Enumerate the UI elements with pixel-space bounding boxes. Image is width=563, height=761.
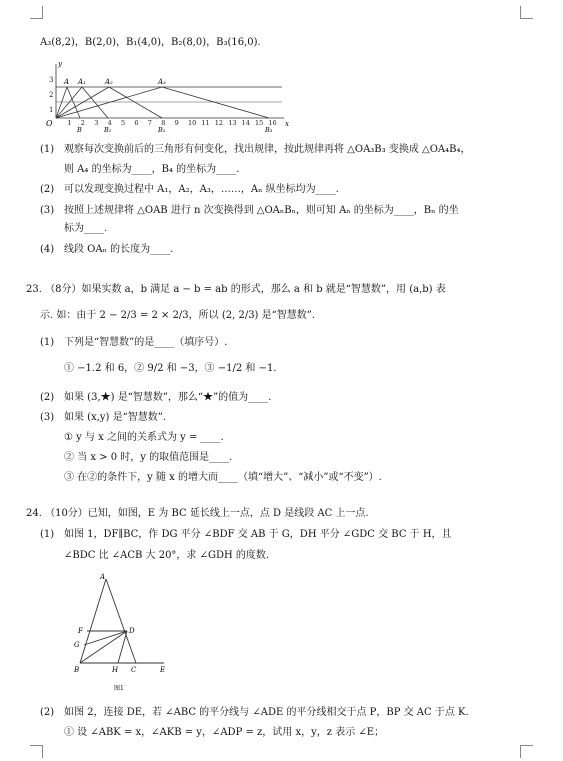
x-tick-label: 4 xyxy=(107,119,112,127)
q23-intro-line-1: 23. （8分）如果实数 a，b 满足 a − b = ab 的形式，那么 a 和 b 就是“智慧数”，用 (a,b) 表 xyxy=(26,284,446,295)
x-tick-label: 16 xyxy=(268,119,277,127)
x-tick-label: 14 xyxy=(241,119,250,127)
q22-item-3-number: (3) xyxy=(40,205,55,216)
y-tick-label: 1 xyxy=(49,106,54,114)
q24-part-2-line-1: 如图 2，连接 DE，若 ∠ABC 的平分线与 ∠ADE 的平分线相交于点 P，BP 交 AC 于点 K. xyxy=(64,707,469,718)
q22-item-3-line-2: 标为____. xyxy=(64,223,108,234)
q24-figure-1 xyxy=(70,573,180,693)
point-e-label: E xyxy=(160,666,166,674)
q22-item-1-line-2: 则 A₄ 的坐标为____，B₄ 的坐标为____. xyxy=(64,164,240,175)
x-axis-label: x xyxy=(285,120,289,128)
point-b2-label: B₂ xyxy=(158,126,166,132)
x-tick-label: 12 xyxy=(214,119,224,127)
q23-item-2-number: (2) xyxy=(40,392,55,403)
x-tick-label: 8 xyxy=(161,119,166,127)
q23-item-3-number: (3) xyxy=(40,412,55,423)
q23-item-2-text: 如果 (3,★) 是“智慧数”，那么“★”的值为____. xyxy=(64,392,272,403)
q22-points-line: A₃(8,2)，B(2,0)，B₁(4,0)，B₂(8,0)，B₃(16,0). xyxy=(40,37,261,48)
q24-part-1-number: (1) xyxy=(40,529,55,540)
point-d-label: D xyxy=(129,627,135,635)
vertex-a-label: A xyxy=(100,573,106,581)
q23-intro-line-2: 示. 如：由于 2 − 2/3 = 2 × 2/3，所以 (2, 2/3) 是“智慧数”. xyxy=(40,310,316,321)
q23-item-3-sub-2: ② 当 x > 0 时，y 的取值范围是____. xyxy=(64,452,233,463)
q22-item-1-line-1: 观察每次变换前后的三角形有何变化，找出规律，按此规律再将 △OA₃B₃ 变换成 △OA₄B₄， xyxy=(64,144,471,155)
corner-mark-bottom-right xyxy=(520,745,533,758)
x-tick-label: 11 xyxy=(201,119,210,127)
corner-mark-bottom-left xyxy=(30,745,43,758)
vertex-c-label: C xyxy=(131,666,137,674)
q24-part-2-line-2: ① 设 ∠ABK = x，∠AKB = y，∠ADP = z，试用 x，y，z 表示 ∠E； xyxy=(64,727,385,738)
vertex-b-label: B xyxy=(74,666,80,674)
point-f-label: F xyxy=(78,627,83,635)
x-tick-label: 15 xyxy=(255,119,264,127)
q24-intro: 24. （10分）已知，如图，E 为 BC 延长线上一点，点 D 是线段 AC 上一点. xyxy=(26,508,369,519)
x-tick-label: 7 xyxy=(147,119,152,127)
q22-item-1-number: (1) xyxy=(40,144,55,155)
q23-item-3-sub-3: ③ 在②的条件下，y 随 x 的增大而____（填“增大”、“减小”或“不变”）. xyxy=(64,472,382,483)
q22-item-3-line-1: 按照上述规律将 △OAB 进行 n 次变换得到 △OAₙBₙ，则可知 Aₙ 的坐标为____，Bₙ 的坐 xyxy=(64,205,459,216)
q22-coordinate-figure xyxy=(44,60,294,132)
q22-item-2-line-1: 可以发现变换过程中 A₁，A₂，A₃，……，Aₙ 纵坐标均为____. xyxy=(64,184,339,195)
q23-item-3-text: 如果 (x,y) 是“智慧数”. xyxy=(64,412,167,423)
x-tick-label: 6 xyxy=(134,119,139,127)
point-b3-label: B₃ xyxy=(265,126,273,132)
q23-item-1-text: 下列是“智慧数”的是____（填序号）. xyxy=(64,337,228,348)
point-a2-label: A₂ xyxy=(105,78,113,86)
q23-item-1-options: ① −1.2 和 6，② 9/2 和 −3，③ −1/2 和 −1. xyxy=(64,363,277,374)
y-tick-label: 2 xyxy=(49,91,54,99)
q23-item-1-number: (1) xyxy=(40,337,55,348)
q24-part-1-line-2: ∠BDC 比 ∠ACB 大 20°，求 ∠GDH 的度数. xyxy=(64,550,270,561)
origin-label: O xyxy=(46,119,53,128)
q22-item-4-line-1: 线段 OAₙ 的长度为____. xyxy=(64,244,174,255)
x-tick-label: 2 xyxy=(80,119,85,127)
x-tick-label: 5 xyxy=(121,119,126,127)
x-tick-label: 13 xyxy=(228,119,237,127)
q22-item-2-number: (2) xyxy=(40,184,55,195)
x-tick-label: 3 xyxy=(94,119,99,127)
point-b1-label: B₁ xyxy=(104,126,112,132)
corner-mark-top-left xyxy=(30,6,43,19)
q23-item-3-sub-1: ① y 与 x 之间的关系式为 y = ____. xyxy=(64,432,224,443)
q24-part-2-number: (2) xyxy=(40,707,55,718)
point-b-label: B xyxy=(77,126,82,132)
x-tick-label: 1 xyxy=(67,119,72,127)
q24-part-1-line-1: 如图 1，DF∥BC，作 DG 平分 ∠BDF 交 AB 于 G，DH 平分 ∠GDC 交 BC 于 H，且 xyxy=(64,529,452,540)
y-tick-label: 3 xyxy=(49,76,54,84)
corner-mark-top-right xyxy=(520,6,533,19)
point-h-label: H xyxy=(112,666,119,674)
figure-1-caption: 图1 xyxy=(114,685,124,692)
point-a-label: A xyxy=(64,78,70,86)
y-axis-label: y xyxy=(58,60,62,68)
x-tick-label: 9 xyxy=(174,119,179,127)
q22-item-4-number: (4) xyxy=(40,244,55,255)
point-g-label: G xyxy=(74,641,80,649)
point-a1-label: A₁ xyxy=(78,78,86,86)
x-tick-label: 10 xyxy=(188,119,197,127)
point-a3-label: A₃ xyxy=(158,78,166,86)
